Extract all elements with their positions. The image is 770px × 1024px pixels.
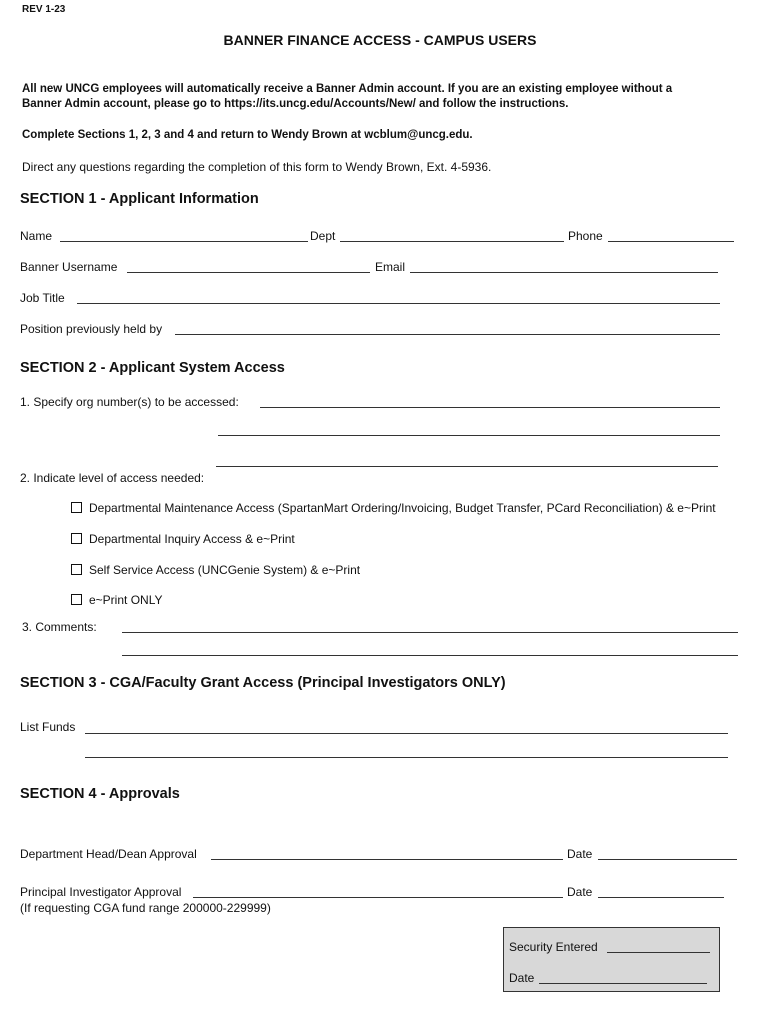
dept-head-date-label: Date (567, 847, 593, 861)
option-label: e~Print ONLY (89, 593, 163, 607)
section-1-heading: SECTION 1 - Applicant Information (20, 191, 259, 207)
name-field[interactable] (60, 241, 308, 242)
job-title-field[interactable] (77, 303, 720, 304)
list-funds-field-1[interactable] (85, 733, 728, 734)
security-entered-field[interactable] (607, 952, 710, 953)
access-option-departmental-maintenance[interactable] (71, 501, 716, 515)
banner-username-label: Banner Username (20, 260, 118, 274)
option-label: Departmental Maintenance Access (SpartanMart Ordering/Invoicing, Budget Transfer, PCard Reconciliation) & e~Print (89, 501, 716, 515)
org-numbers-field-2[interactable] (218, 435, 720, 436)
access-level-label: 2. Indicate level of access needed: (20, 471, 205, 485)
section-4-heading: SECTION 4 - Approvals (20, 786, 180, 802)
comments-label: 3. Comments: (22, 620, 97, 634)
email-field[interactable] (410, 272, 718, 273)
revision-label: REV 1-23 (22, 4, 66, 15)
email-label: Email (375, 260, 406, 274)
pi-approval-field[interactable] (193, 897, 563, 898)
dept-field[interactable] (340, 241, 564, 242)
phone-label: Phone (568, 229, 603, 243)
option-label: Departmental Inquiry Access & e~Print (89, 532, 295, 546)
complete-instructions: Complete Sections 1, 2, 3 and 4 and return to Wendy Brown at wcblum@uncg.edu. (22, 129, 473, 141)
contact-instructions: Direct any questions regarding the completion of this form to Wendy Brown, Ext. 4-5936. (22, 160, 492, 174)
dept-head-approval-label: Department Head/Dean Approval (20, 847, 197, 861)
section-3-heading: SECTION 3 - CGA/Faculty Grant Access (Principal Investigators ONLY) (20, 675, 506, 691)
form-title: BANNER FINANCE ACCESS - CAMPUS USERS (223, 32, 537, 48)
org-numbers-field-1[interactable] (260, 407, 720, 408)
banner-username-field[interactable] (127, 272, 370, 273)
checkbox[interactable] (71, 502, 82, 513)
intro-line-1: All new UNCG employees will automatically receive a Banner Admin account. If you are an existing employee without a (22, 83, 673, 95)
previous-position-field[interactable] (175, 334, 720, 335)
security-entered-label: Security Entered (509, 940, 598, 954)
option-label: Self Service Access (UNCGenie System) & e~Print (89, 563, 361, 577)
job-title-label: Job Title (20, 291, 65, 305)
pi-approval-label: Principal Investigator Approval (20, 885, 182, 899)
access-option-departmental-inquiry[interactable] (71, 532, 295, 546)
access-option-eprint-only[interactable] (71, 593, 162, 607)
section-2-heading: SECTION 2 - Applicant System Access (20, 360, 285, 376)
org-numbers-label: 1. Specify org number(s) to be accessed: (20, 395, 239, 409)
dept-label: Dept (310, 229, 336, 243)
intro-line-2: Banner Admin account, please go to https://its.uncg.edu/Accounts/New/ and follow the instructions. (22, 98, 569, 110)
checkbox[interactable] (71, 564, 82, 575)
name-label: Name (20, 229, 53, 243)
checkbox[interactable] (71, 533, 82, 544)
org-numbers-field-3[interactable] (216, 466, 718, 467)
pi-date-field[interactable] (598, 897, 724, 898)
list-funds-field-2[interactable] (85, 757, 728, 758)
security-date-label: Date (509, 971, 535, 985)
pi-note: (If requesting CGA fund range 200000-229999) (20, 901, 271, 915)
pi-date-label: Date (567, 885, 593, 899)
access-option-self-service[interactable] (71, 563, 360, 577)
dept-head-approval-field[interactable] (211, 859, 563, 860)
security-date-field[interactable] (539, 983, 707, 984)
previous-position-label: Position previously held by (20, 322, 163, 336)
comments-field-2[interactable] (122, 655, 738, 656)
checkbox[interactable] (71, 594, 82, 605)
comments-field-1[interactable] (122, 632, 738, 633)
list-funds-label: List Funds (20, 720, 76, 734)
dept-head-date-field[interactable] (598, 859, 737, 860)
phone-field[interactable] (608, 241, 734, 242)
